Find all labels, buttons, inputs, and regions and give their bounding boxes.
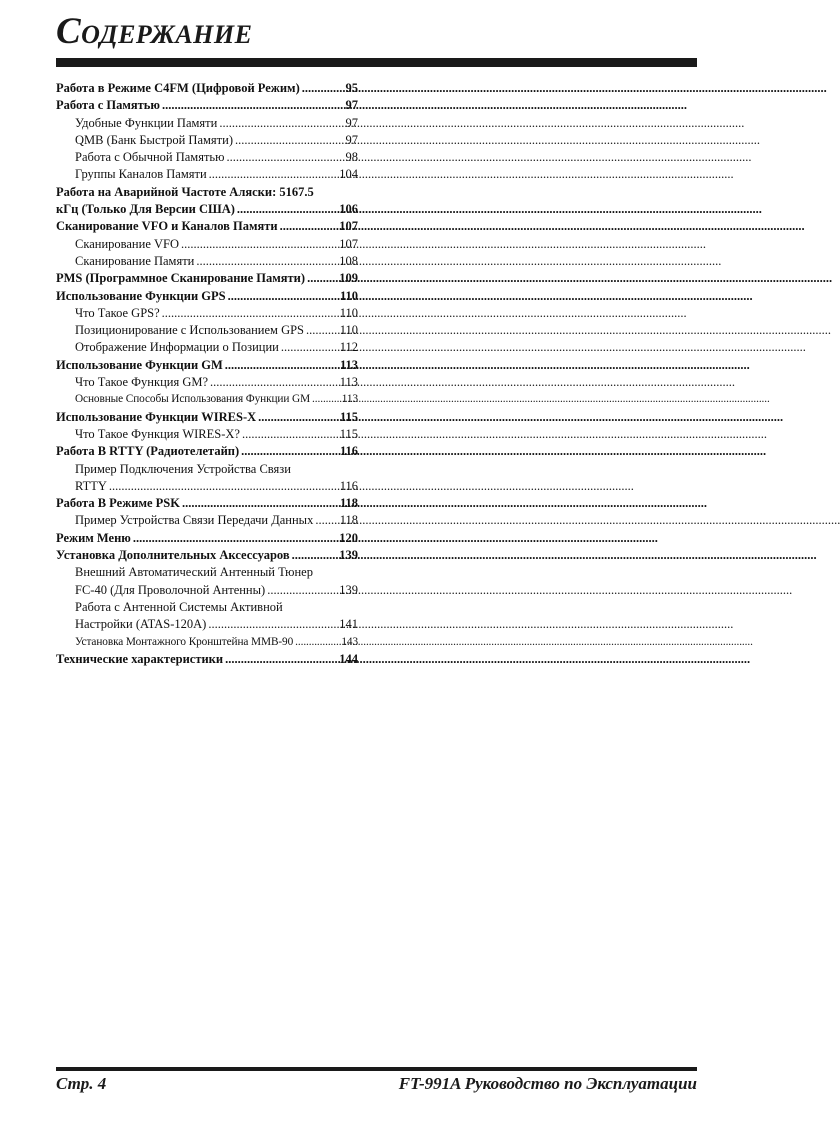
dot-leader bbox=[228, 288, 338, 305]
dot-leader bbox=[235, 132, 344, 149]
toc-page-number: 95 bbox=[345, 81, 358, 95]
toc-subsection[interactable] bbox=[56, 599, 358, 634]
toc-entry-text: Сканирование VFO bbox=[75, 236, 179, 251]
dot-leader bbox=[306, 322, 338, 339]
toc-page-number: 115 bbox=[339, 426, 358, 441]
toc-entry-text: Отображение Информации о Позиции bbox=[75, 340, 279, 355]
toc-page-number: 118 bbox=[339, 513, 358, 528]
toc-entry-text: Удобные Функции Памяти bbox=[75, 115, 218, 130]
toc-entry-text: Установка Монтажного Кронштейна MMB-90 bbox=[75, 635, 294, 648]
toc-entry-text-line1: Работа с Антенной Системы Активной bbox=[75, 599, 283, 614]
toc-entry-text: FC-40 (Для Проволочной Антенны) bbox=[75, 582, 266, 597]
toc-subsection[interactable] bbox=[56, 339, 358, 356]
toc-subsection[interactable] bbox=[56, 564, 358, 599]
toc-section[interactable] bbox=[56, 357, 358, 374]
page-number: Стр. 4 bbox=[56, 1074, 107, 1093]
dot-leader bbox=[225, 651, 337, 668]
document-title: FT-991A Руководство по Эксплуатации bbox=[398, 1074, 697, 1093]
dot-leader bbox=[162, 305, 338, 322]
toc-subsection[interactable] bbox=[56, 461, 358, 496]
toc-subsection[interactable] bbox=[56, 166, 358, 183]
toc-subsection[interactable] bbox=[56, 426, 358, 443]
toc-entry-text: Сканирование Памяти bbox=[75, 253, 195, 268]
toc-page-number: 115 bbox=[339, 409, 358, 424]
toc-entry-text: Установка Дополнительных Аксессуаров bbox=[56, 548, 290, 563]
dot-leader bbox=[219, 115, 343, 132]
dot-leader bbox=[281, 339, 338, 356]
toc-page-number: 144 bbox=[339, 651, 358, 666]
dot-leader bbox=[307, 270, 337, 287]
toc-subsection[interactable] bbox=[56, 512, 358, 529]
toc-entry-text: Использование Функции GPS bbox=[56, 288, 226, 303]
toc-section[interactable] bbox=[56, 547, 358, 564]
header-rule bbox=[56, 58, 697, 67]
toc-page-number: 97 bbox=[345, 132, 358, 147]
toc-page-number: 116 bbox=[339, 444, 358, 459]
toc-section[interactable] bbox=[56, 80, 358, 97]
toc-subsection[interactable] bbox=[56, 305, 358, 322]
dot-leader bbox=[133, 530, 337, 547]
toc-subsection[interactable] bbox=[56, 115, 358, 132]
dot-leader bbox=[280, 218, 338, 235]
toc-entry-text: Сканирование VFO и Каналов Памяти bbox=[56, 219, 278, 234]
toc-subsection[interactable] bbox=[56, 391, 358, 408]
toc-page-number: 104 bbox=[339, 167, 358, 182]
footer-rule bbox=[56, 1067, 697, 1071]
toc-page-number: 143 bbox=[341, 635, 358, 648]
toc-entry-text-line1: Работа на Аварийной Частоте Аляски: 5167.5 bbox=[56, 184, 314, 199]
dot-leader bbox=[295, 634, 339, 651]
toc-entry-text: Работа с Памятью bbox=[56, 98, 160, 113]
toc-page-number: 118 bbox=[339, 496, 358, 511]
toc-entry-text: Что Такое GPS? bbox=[75, 305, 160, 320]
dot-leader bbox=[241, 443, 338, 460]
toc-page-number: 141 bbox=[339, 617, 358, 632]
toc-page-number: 139 bbox=[339, 582, 358, 597]
toc-entry-text: Работа с Обычной Памятью bbox=[75, 150, 225, 165]
dot-leader bbox=[208, 616, 337, 633]
toc-subsection[interactable] bbox=[56, 634, 358, 651]
dot-leader bbox=[267, 582, 337, 599]
dot-leader bbox=[225, 357, 338, 374]
dot-leader bbox=[312, 391, 340, 408]
dot-leader bbox=[162, 97, 344, 114]
table-of-contents bbox=[56, 80, 358, 668]
toc-entry-text: Работа в Режиме C4FM (Цифровой Режим) bbox=[56, 81, 300, 95]
toc-section[interactable] bbox=[56, 97, 358, 114]
dot-leader bbox=[182, 495, 338, 512]
toc-section[interactable] bbox=[56, 184, 358, 219]
toc-page-number: 110 bbox=[339, 305, 358, 320]
dot-leader bbox=[258, 409, 338, 426]
toc-subsection[interactable] bbox=[56, 374, 358, 391]
dot-leader bbox=[237, 201, 337, 218]
toc-page-number: 113 bbox=[341, 393, 358, 406]
toc-page-number: 97 bbox=[345, 115, 358, 130]
toc-section[interactable] bbox=[56, 409, 358, 426]
toc-page-number: 98 bbox=[345, 150, 358, 165]
toc-subsection[interactable] bbox=[56, 149, 358, 166]
toc-entry-text: Основные Способы Использования Функции GM bbox=[75, 393, 311, 406]
toc-entry-text: Что Такое Функция GM? bbox=[75, 375, 209, 390]
toc-section[interactable] bbox=[56, 270, 358, 287]
toc-section[interactable] bbox=[56, 530, 358, 547]
toc-page-number: 120 bbox=[339, 530, 358, 545]
toc-subsection[interactable] bbox=[56, 322, 358, 339]
toc-section[interactable] bbox=[56, 495, 358, 512]
toc-page-number: 110 bbox=[339, 323, 358, 338]
toc-page-number: 116 bbox=[339, 478, 358, 493]
dot-leader bbox=[109, 478, 338, 495]
toc-page-number: 113 bbox=[339, 375, 358, 390]
toc-section[interactable] bbox=[56, 288, 358, 305]
toc-entry-text: PMS (Программное Сканирование Памяти) bbox=[56, 271, 306, 286]
toc-entry-text: Режим Меню bbox=[56, 530, 131, 545]
dot-leader bbox=[292, 547, 338, 564]
dot-leader bbox=[315, 512, 337, 529]
dot-leader bbox=[242, 426, 338, 443]
toc-page-number: 113 bbox=[339, 357, 358, 372]
toc-page-number: 108 bbox=[339, 253, 358, 268]
toc-entry-text: Пример Устройства Связи Передачи Данных bbox=[75, 513, 314, 528]
toc-subsection[interactable] bbox=[56, 253, 358, 270]
toc-page-number: 106 bbox=[339, 202, 358, 217]
toc-page-number: 109 bbox=[339, 271, 358, 286]
toc-section[interactable] bbox=[56, 651, 358, 668]
toc-entry-text-line1: Внешний Автоматический Антенный Тюнер bbox=[75, 565, 313, 580]
dot-leader bbox=[181, 236, 337, 253]
toc-entry-text: Работа В Режиме PSK bbox=[56, 496, 180, 511]
dot-leader bbox=[226, 149, 343, 166]
toc-entry-text: Позиционирование с Использованием GPS bbox=[75, 323, 305, 338]
toc-section[interactable] bbox=[56, 218, 358, 235]
toc-page-number: 110 bbox=[339, 288, 358, 303]
toc-entry-text: Технические характеристики bbox=[56, 651, 224, 666]
dot-leader bbox=[210, 374, 338, 391]
toc-subsection[interactable] bbox=[56, 236, 358, 253]
dot-leader bbox=[196, 253, 337, 270]
toc-entry-text: Использование Функции WIRES-X bbox=[56, 409, 257, 424]
toc-entry-text: кГц (Только Для Версии США) bbox=[56, 202, 235, 217]
toc-page-number: 139 bbox=[339, 548, 358, 563]
dot-leader bbox=[209, 166, 338, 183]
toc-page-number: 107 bbox=[339, 236, 358, 251]
toc-page-number: 97 bbox=[345, 98, 358, 113]
dot-leader bbox=[302, 80, 344, 97]
page-title: Содержание bbox=[56, 11, 253, 52]
toc-entry-text: Работа В RTTY (Радиотелетайп) bbox=[56, 444, 240, 459]
toc-entry-text: Настройки (ATAS-120A) bbox=[75, 617, 207, 632]
toc-entry-text-line1: Пример Подключения Устройства Связи bbox=[75, 461, 291, 476]
toc-page-number: 112 bbox=[339, 340, 358, 355]
toc-entry-text: Что Такое Функция WIRES-X? bbox=[75, 426, 240, 441]
toc-entry-text: RTTY bbox=[75, 478, 107, 493]
toc-entry-text: Использование Функции GM bbox=[56, 357, 223, 372]
toc-entry-text: QMB (Банк Быстрой Памяти) bbox=[75, 132, 233, 147]
toc-page-number: 107 bbox=[339, 219, 358, 234]
toc-section[interactable] bbox=[56, 443, 358, 460]
toc-entry-text: Группы Каналов Памяти bbox=[75, 167, 207, 182]
toc-subsection[interactable] bbox=[56, 132, 358, 149]
